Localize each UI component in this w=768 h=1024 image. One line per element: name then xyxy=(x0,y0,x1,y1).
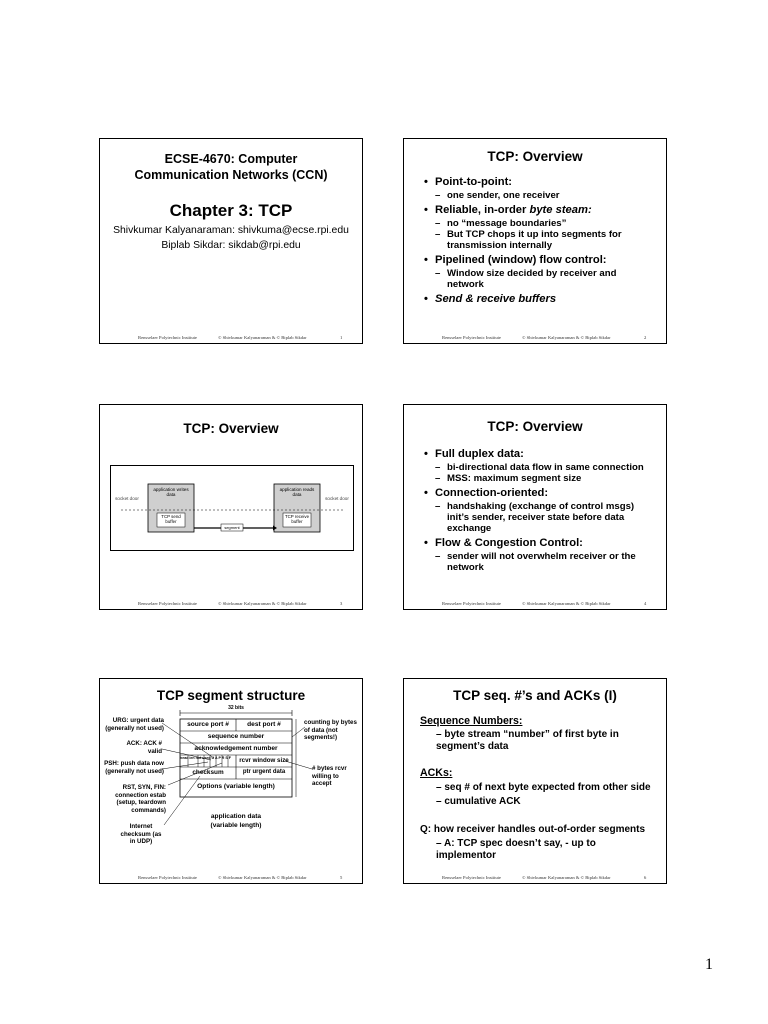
psh-label: PSH: push data now (generally not used) xyxy=(104,760,164,775)
urgent-ptr-field: ptr urgent data xyxy=(242,769,286,775)
ack-bullet-2-text: cumulative ACK xyxy=(444,796,521,807)
app-data-field: application data (variable length) xyxy=(210,813,262,829)
diagram-graphic xyxy=(111,466,353,550)
slide-6 xyxy=(403,678,667,884)
checksum-field: checksum xyxy=(192,769,224,776)
ack-label: ACK: ACK # valid xyxy=(126,740,162,755)
bullet-text: Connection-oriented: xyxy=(435,487,549,499)
slide-number: 2 xyxy=(644,335,647,340)
slide-title: TCP segment structure xyxy=(156,688,306,703)
slide-4 xyxy=(403,404,667,610)
source-port-field: source port # xyxy=(187,721,229,728)
slide-number: 3 xyxy=(340,601,343,606)
bullet-text-italic: byte steam: xyxy=(529,204,592,216)
course-title-line1: ECSE-4670: Computer xyxy=(164,152,298,166)
bullet-text-italic: Send & receive buffers xyxy=(435,293,557,305)
dest-port-field: dest port # xyxy=(247,721,281,728)
page-number: 1 xyxy=(705,956,713,973)
footer-copyright: © Shivkumar Kalyanaraman & © Biplab Sikdar xyxy=(522,601,611,606)
bullet xyxy=(424,175,654,201)
slide-2 xyxy=(403,138,667,344)
sub-bullet: – no “message boundaries” xyxy=(435,218,654,229)
sub-bullet: – one sender, one receiver xyxy=(435,190,654,201)
bullet-text: Point-to-point: xyxy=(435,176,513,188)
counting-label: counting by bytes of data (not segments!) xyxy=(304,719,357,741)
ack-number-field: acknowledgement number xyxy=(194,745,278,752)
author-line1: Shivkumar Kalyanaraman: shivkuma@ecse.rpi.edu xyxy=(113,225,349,236)
footer-institute: Rensselaer Polytechnic Institute xyxy=(442,601,501,606)
slide-1 xyxy=(99,138,363,344)
bullet-text: Full duplex data: xyxy=(435,448,524,460)
internet-checksum-label: Internet checksum (as in UDP) xyxy=(120,823,162,845)
bullet-list xyxy=(424,173,654,306)
footer-copyright: © Shivkumar Kalyanaraman & © Biplab Sikdar xyxy=(522,875,611,880)
socket-door-right-label: socket door xyxy=(325,496,349,501)
ack-bullet-1-text: seq # of next byte expected from other side xyxy=(444,782,651,793)
footer-institute: Rensselaer Polytechnic Institute xyxy=(138,875,197,880)
app-writes-label: application writes data xyxy=(153,487,189,497)
footer-institute: Rensselaer Polytechnic Institute xyxy=(138,335,197,340)
rcvr-window-field: rcvr window size xyxy=(239,757,289,764)
socket-door-left-label: socket door xyxy=(115,496,139,501)
answer-bullet: – A: TCP spec doesn’t say, - up to implementor xyxy=(436,838,596,861)
sub-bullet: – But TCP chops it up into segments for transmission internally xyxy=(435,229,654,251)
send-buffer-label: TCP send buffer xyxy=(161,514,181,524)
sub-bullet: – sender will not overwhelm receiver or the network xyxy=(435,551,654,573)
slide-title: TCP seq. #’s and ACKs (I) xyxy=(453,688,617,703)
sub-bullet: – handshaking (exchange of control msgs) init’s sender, receiver state before data exchange xyxy=(435,501,654,534)
ack-bullet-1: – seq # of next byte expected from other side xyxy=(436,782,651,793)
bullet-text: Pipelined (window) flow control: xyxy=(435,254,607,266)
sub-bullet: – Window size decided by receiver and network xyxy=(435,268,654,290)
segment-label: segment xyxy=(224,524,240,530)
bullet xyxy=(424,486,654,534)
sequence-number-field: sequence number xyxy=(207,733,265,740)
bullet-text: Flow & Congestion Control: xyxy=(435,537,583,549)
rst-syn-fin-label: RST, SYN, FIN: connection estab (setup, teardown commands) xyxy=(115,784,166,814)
bullet xyxy=(424,292,654,306)
sub-bullet: – MSS: maximum segment size xyxy=(435,473,654,484)
course-title-line2: Communication Networks (CCN) xyxy=(134,168,328,182)
sub-bullet: – bi-directional data flow in same connection xyxy=(435,462,654,473)
bytes-rcvr-label: # bytes rcvr willing to accept xyxy=(312,765,347,787)
slide-title: TCP: Overview xyxy=(487,149,583,164)
footer-copyright: © Shivkumar Kalyanaraman & © Biplab Sikdar xyxy=(218,335,307,340)
answer-bullet-text: A: TCP spec doesn’t say, - up to implementor xyxy=(436,838,596,861)
slide-title: TCP: Overview xyxy=(183,421,279,436)
footer-copyright: © Shivkumar Kalyanaraman & © Biplab Sikdar xyxy=(218,875,307,880)
bullet xyxy=(424,447,654,484)
slide-3 xyxy=(99,404,363,610)
seq-bullet: – byte stream “number” of first byte in segment’s data xyxy=(436,729,619,752)
bullet xyxy=(424,253,654,290)
urg-label: URG: urgent data (generally not used) xyxy=(105,717,164,732)
slide-title: TCP: Overview xyxy=(487,419,583,434)
question-text: Q: how receiver handles out-of-order segments xyxy=(420,824,646,835)
acks-heading: ACKs: xyxy=(420,767,453,779)
tcp-buffer-diagram xyxy=(110,465,354,551)
recv-buffer-label: TCP receive buffer xyxy=(284,514,310,524)
footer-institute: Rensselaer Polytechnic Institute xyxy=(442,875,501,880)
bullet xyxy=(424,536,654,573)
footer-institute: Rensselaer Polytechnic Institute xyxy=(442,335,501,340)
footer-copyright: © Shivkumar Kalyanaraman & © Biplab Sikdar xyxy=(522,335,611,340)
bullet-text: Reliable, in-order xyxy=(435,204,530,216)
footer-copyright: © Shivkumar Kalyanaraman & © Biplab Sikdar xyxy=(218,601,307,606)
slide-number: 4 xyxy=(644,601,647,606)
slide-5 xyxy=(99,678,363,884)
author-line2: Biplab Sikdar: sikdab@rpi.edu xyxy=(161,240,301,251)
options-field: Options (variable length) xyxy=(197,783,275,790)
bullet-list xyxy=(424,445,654,574)
chapter-title: Chapter 3: TCP xyxy=(169,201,293,220)
slide-number: 5 xyxy=(340,875,343,880)
footer-institute: Rensselaer Polytechnic Institute xyxy=(138,601,197,606)
bullet xyxy=(424,203,654,251)
slide-number: 6 xyxy=(644,875,647,880)
slide-number: 1 xyxy=(340,335,343,340)
app-reads-label: application reads data xyxy=(279,487,315,497)
ack-bullet-2: – cumulative ACK xyxy=(436,796,521,807)
bits-label: 32 bits xyxy=(228,705,244,711)
flags-field: head len not used U A P R S F xyxy=(180,756,231,760)
seq-bullet-text: byte stream “number” of first byte in segment’s data xyxy=(436,729,619,752)
sequence-numbers-heading: Sequence Numbers: xyxy=(420,715,523,727)
